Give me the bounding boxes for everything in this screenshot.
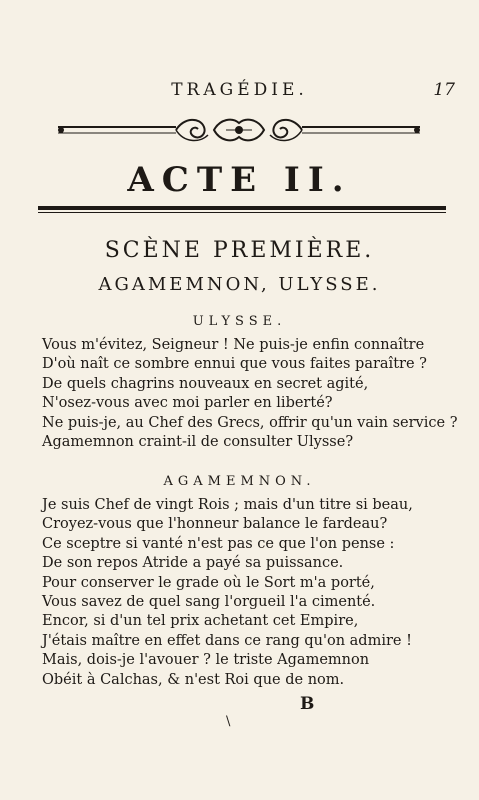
verse-line: De quels chagrins nouveaux en secret agité, [42, 375, 369, 392]
stray-mark: \ [226, 714, 231, 729]
verse-line: Vous m'évitez, Seigneur ! Ne puis-je enfin connaître [42, 337, 425, 353]
running-head: TRAGÉDIE. [171, 80, 308, 100]
act-title: ACTE II. [127, 160, 352, 200]
verse-line: D'où naît ce sombre ennui que vous faites paraître ? [42, 356, 427, 373]
verse-line: Agamemnon craint-il de consulter Ulysse? [42, 433, 354, 450]
verse-line: Je suis Chef de vingt Rois ; mais d'un titre si beau, [42, 497, 413, 513]
ornamental-headpiece [58, 113, 420, 149]
scene-characters: AGAMEMNON, ULYSSE. [98, 274, 381, 295]
double-rule-divider [38, 206, 446, 213]
signature-mark: B [300, 694, 315, 714]
verse-line: De son repos Atride a payé sa puissance. [42, 555, 344, 572]
page-number: 17 [433, 80, 455, 100]
verse-line: N'osez-vous avec moi parler en liberté? [42, 395, 333, 412]
verse-line: J'étais maître en effet dans ce rang qu'on admire ! [42, 632, 412, 649]
speech-verse [42, 336, 462, 452]
speaker-name: AGAMEMNON. [163, 474, 316, 489]
verse-line: Pour conserver le grade où le Sort m'a porté, [42, 574, 375, 591]
speaker-name: ULYSSE. [192, 314, 287, 329]
verse-line: Vous savez de quel sang l'orgueil l'a cimenté. [42, 593, 376, 610]
verse-line: Ce sceptre si vanté n'est pas ce que l'on pense : [42, 535, 395, 552]
verse-line: Ne puis-je, au Chef des Grecs, offrir qu'un vain service ? [42, 414, 458, 431]
verse-line: Croyez-vous que l'honneur balance le fardeau? [42, 516, 388, 533]
verse-line: Obéit à Calchas, & n'est Roi que de nom. [42, 671, 345, 688]
speech-verse [42, 496, 462, 690]
verse-line: Encor, si d'un tel prix achetant cet Empire, [42, 613, 359, 630]
verse-line: Mais, dois-je l'avouer ? le triste Agamemnon [42, 652, 370, 669]
scene-title: SCÈNE PREMIÈRE. [104, 238, 375, 263]
